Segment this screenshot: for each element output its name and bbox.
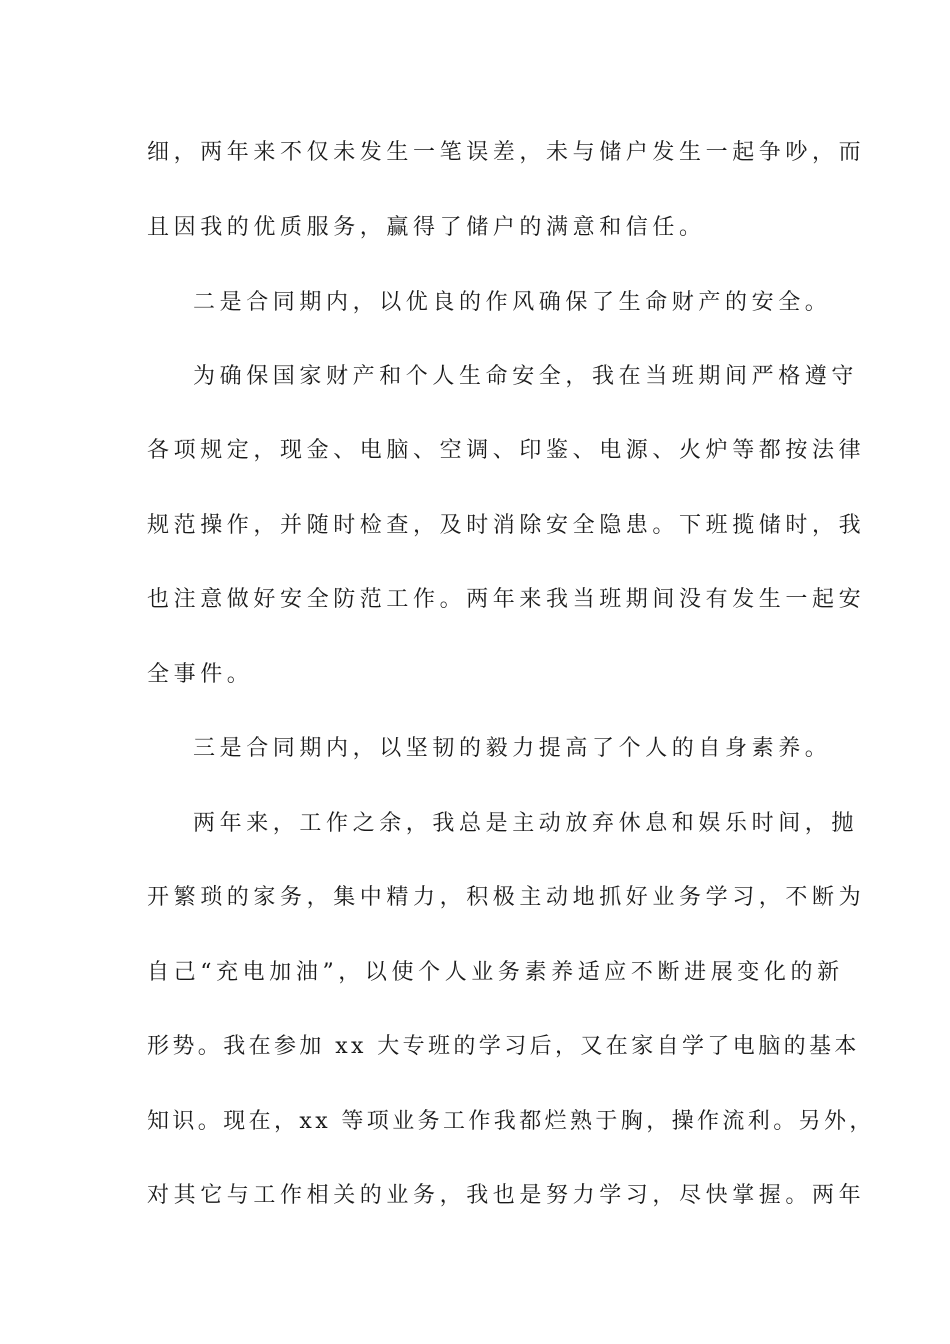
paragraph-line: 也注意做好安全防范工作。两年来我当班期间没有发生一起安 [147,587,866,612]
paragraph-line: 两年来，工作之余，我总是主动放弃休息和娱乐时间，抛 [193,811,859,836]
section-heading-line: 二是合同期内，以优良的作风确保了生命财产的安全。 [193,290,832,315]
paragraph-line: 对其它与工作相关的业务，我也是努力学习，尽快掌握。两年 [147,1183,866,1208]
paragraph-line: 形势。我在参加 xx 大专班的学习后，又在家自学了电脑的基本 [147,1034,860,1059]
section-heading-line: 三是合同期内，以坚韧的毅力提高了个人的自身素养。 [193,736,832,761]
paragraph-line: 全事件。 [147,662,254,687]
paragraph-line: 各项规定，现金、电脑、空调、印鉴、电源、火炉等都按法律 [147,438,866,463]
paragraph-line: 知识。现在，xx 等项业务工作我都烂熟于胸，操作流利。另外， [147,1109,875,1134]
paragraph-line: 且因我的优质服务，赢得了储户的满意和信任。 [147,215,706,240]
paragraph-line: 开繁琐的家务，集中精力，积极主动地抓好业务学习，不断为 [147,885,866,910]
paragraph-line: 自己“充电加油”，以使个人业务素养适应不断进展变化的新 [147,960,844,985]
paragraph-line: 规范操作，并随时检查，及时消除安全隐患。下班揽储时，我 [147,513,866,538]
paragraph-line: 细，两年来不仅未发生一笔误差，未与储户发生一起争吵，而 [147,140,866,165]
paragraph-line: 为确保国家财产和个人生命安全，我在当班期间严格遵守 [193,364,859,389]
